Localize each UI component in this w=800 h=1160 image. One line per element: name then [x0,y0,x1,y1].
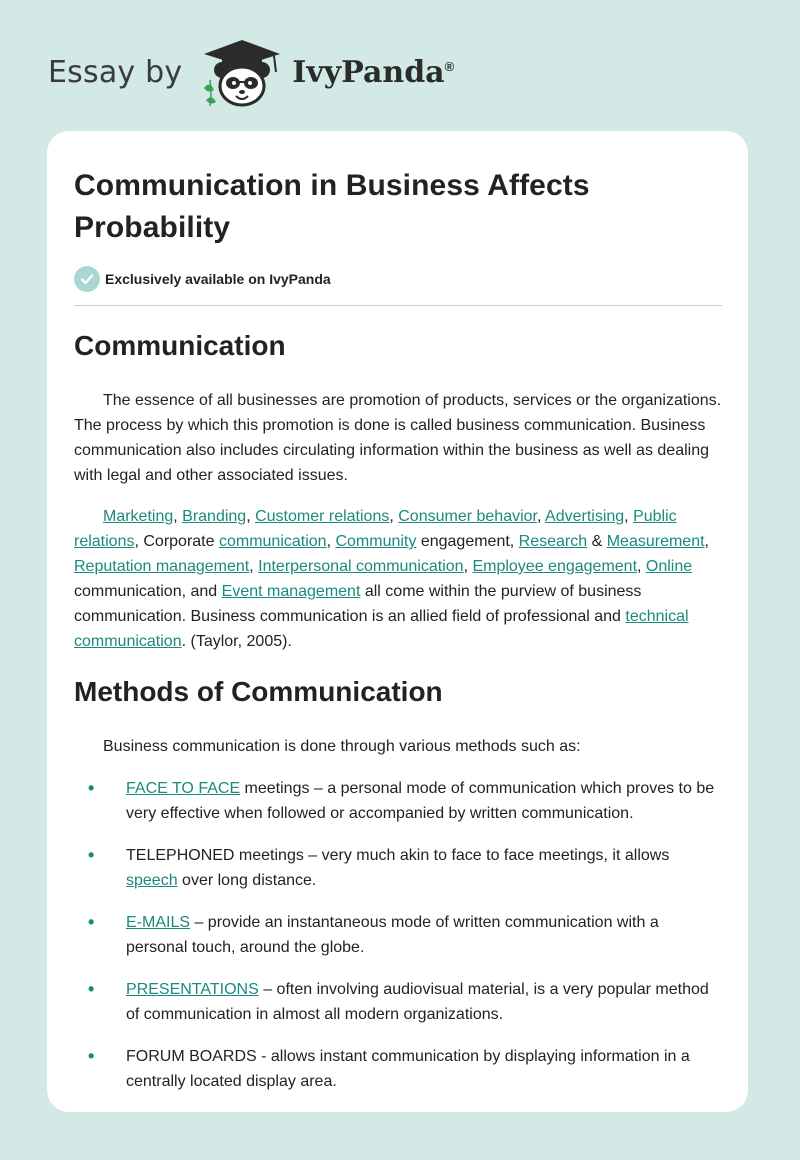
bullet: • [88,979,95,999]
list-item: • FACE TO FACE meetings – a personal mode of communication which proves to be very effective when followed or accompanied by written communication. [88,778,715,822]
check-icon [74,266,100,292]
link-advertising[interactable]: Advertising [545,508,625,525]
article-card [47,131,748,1112]
link-measurement[interactable]: Measurement [606,533,705,550]
section-heading-communication: Communication [74,330,286,361]
bullet: • [88,912,95,932]
link-reputation-management[interactable]: Reputation management [74,558,250,575]
link-interpersonal-communication[interactable]: Interpersonal communication [258,558,464,575]
link-branding[interactable]: Branding [182,508,247,525]
article-title: Communication in Business Affects Probability [74,169,590,244]
link-research[interactable]: Research [518,533,588,550]
link-speech[interactable]: speech [126,872,178,889]
link-consumer-behavior[interactable]: Consumer behavior [398,508,537,525]
link-customer-relations[interactable]: Customer relations [255,508,390,525]
list-item: • TELEPHONED meetings – very much akin to face to face meetings, it allows speech over long distance. [88,845,670,889]
divider [74,305,722,306]
link-online[interactable]: Online [645,558,693,575]
paragraph-intro: The essence of all businesses are promotion of products, services or the organizations. The process by which this promotion is done is called business communication. Business communication also includes circulating information within the business as well as dealing with legal and other associated issues. [74,392,722,484]
link-communication[interactable]: communication [218,533,327,550]
registered-mark: ® [444,58,455,74]
link-event-management[interactable]: Event management [221,583,361,600]
link-e-mails[interactable]: E-MAILS [126,914,191,931]
section-heading-methods: Methods of Communication [74,676,443,707]
methods-list [74,776,722,1094]
bullet: • [88,1046,95,1066]
availability-text: Exclusively available on IvyPanda [105,271,331,287]
link-public-relations[interactable]: Public relations [74,508,677,550]
link-technical-communication[interactable]: technical communication [74,608,689,650]
link-presentations[interactable]: PRESENTATIONS [126,981,259,998]
link-marketing[interactable]: Marketing [103,508,174,525]
paragraph-methods-intro: Business communication is done through various methods such as: [103,738,581,755]
panda-logo-icon[interactable] [196,36,288,108]
link-face-to-face[interactable]: FACE TO FACE [126,780,241,797]
brand-header [48,36,454,108]
link-employee-engagement[interactable]: Employee engagement [472,558,638,575]
list-item: • FORUM BOARDS - allows instant communication by displaying information in a centrally located display area. [88,1046,690,1090]
bullet: • [88,778,95,798]
brand-prefix: Essay by [48,54,183,90]
availability-badge [74,264,722,294]
bullet: • [88,845,95,865]
paragraph-fields: Marketing, Branding, Customer relations, Consumer behavior, Advertising, Public relations, Corporate communication, Community engagement, Research & Measurement, Reputation management, Interpersonal communication, Employee engagement, Online communication, and Event management all come within the purview of business communication. Business communication is an allied field of professional and technical communication. (Taylor, 2005). [74,508,709,650]
ivy-leaf-icon [204,80,216,106]
brand-name: IvyPanda® [292,54,455,90]
link-community[interactable]: Community [335,533,417,550]
list-item: • PRESENTATIONS – often involving audiovisual material, is a very popular method of communication in almost all modern organizations. [88,979,709,1023]
list-item: • E-MAILS – provide an instantaneous mode of written communication with a personal touch, around the globe. [88,912,659,956]
